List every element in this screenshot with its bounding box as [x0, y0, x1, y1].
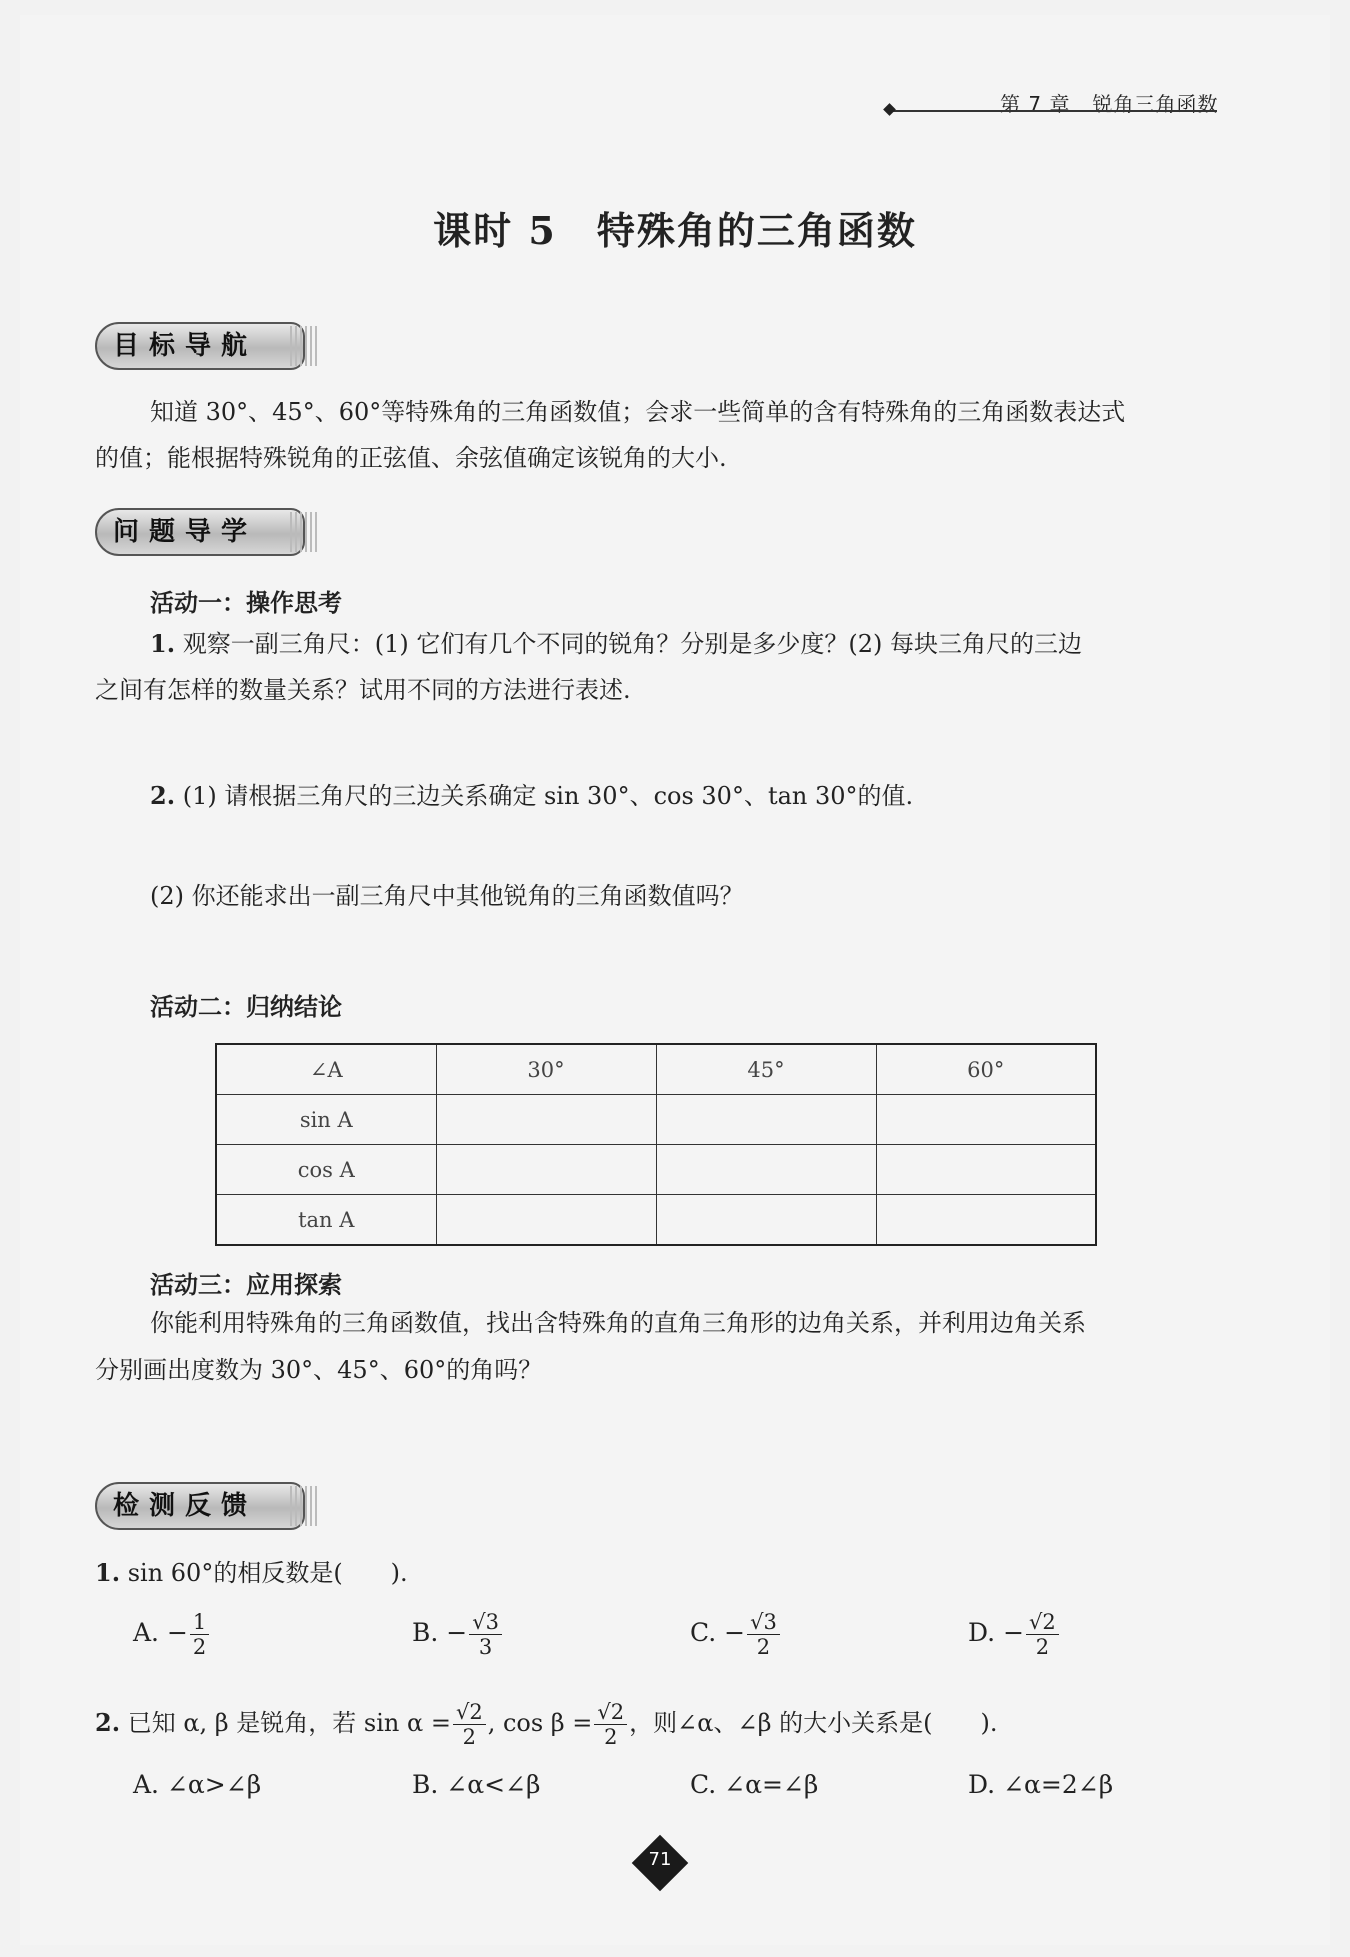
table-cell: cos A: [216, 1145, 436, 1195]
question-1-line-2: 之间有怎样的数量关系？试用不同的方法进行表述.: [95, 676, 631, 704]
section-badge-check: 检测反馈: [95, 1482, 305, 1530]
table-cell: tan A: [216, 1195, 436, 1246]
option-text: ∠α=∠β: [724, 1770, 819, 1799]
table-cell-blank[interactable]: [656, 1195, 876, 1246]
question-number: 2.: [95, 1708, 121, 1737]
option-label: A.: [133, 1618, 160, 1647]
option-sign: −: [1003, 1618, 1025, 1647]
numerator: √3: [747, 1610, 780, 1635]
denominator: 2: [756, 1635, 771, 1659]
table-row: [216, 1195, 1096, 1246]
question-text: 已知 α, β 是锐角，若 sin α =: [127, 1709, 451, 1737]
section-badge-guide: 问题导学: [95, 508, 305, 556]
fraction: [190, 1610, 209, 1659]
table-cell-blank[interactable]: [436, 1195, 656, 1246]
header-rule: [892, 110, 1217, 112]
table-header-cell: 30°: [436, 1044, 656, 1095]
option-label: C.: [690, 1618, 717, 1647]
activity-2-heading: 活动二：归纳结论: [150, 993, 342, 1021]
option-label: C.: [690, 1770, 717, 1799]
table-row: [216, 1095, 1096, 1145]
option-text: ∠α=2∠β: [1003, 1770, 1114, 1799]
question-text: 观察一副三角尺：(1) 它们有几个不同的锐角？分别是多少度？(2) 每块三角尺的三边: [182, 630, 1082, 658]
fraction: [594, 1700, 627, 1749]
table-cell-blank[interactable]: [876, 1145, 1096, 1195]
activity-3-line-1: 你能利用特殊角的三角函数值，找出含特殊角的直角三角形的边角关系，并利用边角关系: [150, 1309, 1086, 1337]
denominator: 3: [478, 1635, 493, 1659]
table-cell-blank[interactable]: [876, 1195, 1096, 1246]
fraction: [747, 1610, 780, 1659]
option-label: B.: [412, 1618, 439, 1647]
question-2-part-2: (2) 你还能求出一副三角尺中其他锐角的三角函数值吗？: [150, 882, 744, 910]
option-c[interactable]: [690, 1770, 818, 1799]
question-number: 1.: [95, 1558, 121, 1587]
question-2-part-1: [150, 773, 913, 819]
activity-1-heading: 活动一：操作思考: [150, 589, 342, 617]
option-b[interactable]: [412, 1610, 504, 1659]
check-question-2: [95, 1700, 997, 1749]
check-question-1: [95, 1550, 408, 1596]
fraction: [469, 1610, 502, 1659]
numerator: √2: [594, 1700, 627, 1725]
goal-line-1: 知道 30°、45°、60°等特殊角的三角函数值；会求一些简单的含有特殊角的三角函数表达式: [150, 398, 1126, 426]
question-text: sin 60°的相反数是( ).: [127, 1559, 408, 1587]
table-cell-blank[interactable]: [436, 1095, 656, 1145]
numerator: √3: [469, 1610, 502, 1635]
chapter-number: 第 7 章: [1000, 92, 1071, 116]
table-cell-blank[interactable]: [876, 1095, 1096, 1145]
option-sign: −: [446, 1618, 468, 1647]
option-sign: −: [724, 1618, 746, 1647]
question-number: 2.: [150, 781, 176, 810]
question-1-line-1: [150, 621, 1082, 667]
question-number: 1.: [150, 629, 176, 658]
table-cell-blank[interactable]: [436, 1145, 656, 1195]
numerator: √2: [453, 1700, 486, 1725]
denominator: 2: [604, 1725, 618, 1749]
option-text: ∠α<∠β: [446, 1770, 541, 1799]
table-cell-blank[interactable]: [656, 1145, 876, 1195]
numerator: √2: [1026, 1610, 1059, 1635]
option-label: D.: [968, 1770, 996, 1799]
table-row: [216, 1145, 1096, 1195]
option-c[interactable]: [690, 1610, 782, 1659]
option-label: D.: [968, 1618, 996, 1647]
table-header-cell: ∠A: [216, 1044, 436, 1095]
denominator: 2: [192, 1635, 207, 1659]
chapter-header: [1000, 88, 1219, 117]
lesson-title: 课时 5 特殊角的三角函数: [433, 208, 917, 253]
question-text: , cos β =: [487, 1709, 593, 1737]
option-label: A.: [133, 1770, 160, 1799]
badge-stripes: [290, 326, 318, 366]
section-badge-goal: 目标导航: [95, 322, 305, 370]
page-number: 71: [648, 1849, 672, 1870]
goal-line-2: 的值；能根据特殊锐角的正弦值、余弦值确定该锐角的大小.: [95, 444, 727, 472]
option-label: B.: [412, 1770, 439, 1799]
option-b[interactable]: [412, 1770, 540, 1799]
numerator: 1: [190, 1610, 209, 1635]
option-a[interactable]: [133, 1770, 261, 1799]
table-cell-blank[interactable]: [656, 1095, 876, 1145]
trig-values-table: [215, 1043, 1097, 1246]
badge-stripes: [290, 512, 318, 552]
table-header-cell: 60°: [876, 1044, 1096, 1095]
option-sign: −: [166, 1618, 188, 1647]
option-text: ∠α>∠β: [166, 1770, 262, 1799]
fraction: [1026, 1610, 1059, 1659]
activity-3-heading: 活动三：应用探索: [150, 1271, 342, 1299]
chapter-title: 锐角三角函数: [1092, 92, 1219, 116]
badge-stripes: [290, 1486, 318, 1526]
activity-3-line-2: 分别画出度数为 30°、45°、60°的角吗？: [95, 1356, 543, 1384]
question-text: (1) 请根据三角尺的三边关系确定 sin 30°、cos 30°、tan 30°的值.: [182, 782, 914, 810]
table-header-row: [216, 1044, 1096, 1095]
option-d[interactable]: [968, 1770, 1113, 1799]
question-text: ，则∠α、∠β 的大小关系是( ).: [629, 1709, 998, 1737]
option-a[interactable]: [133, 1610, 211, 1659]
fraction: [453, 1700, 486, 1749]
denominator: 2: [462, 1725, 477, 1749]
table-header-cell: 45°: [656, 1044, 876, 1095]
table-cell: sin A: [216, 1095, 436, 1145]
option-d[interactable]: [968, 1610, 1061, 1659]
denominator: 2: [1035, 1635, 1050, 1659]
page: [20, 15, 1330, 1945]
